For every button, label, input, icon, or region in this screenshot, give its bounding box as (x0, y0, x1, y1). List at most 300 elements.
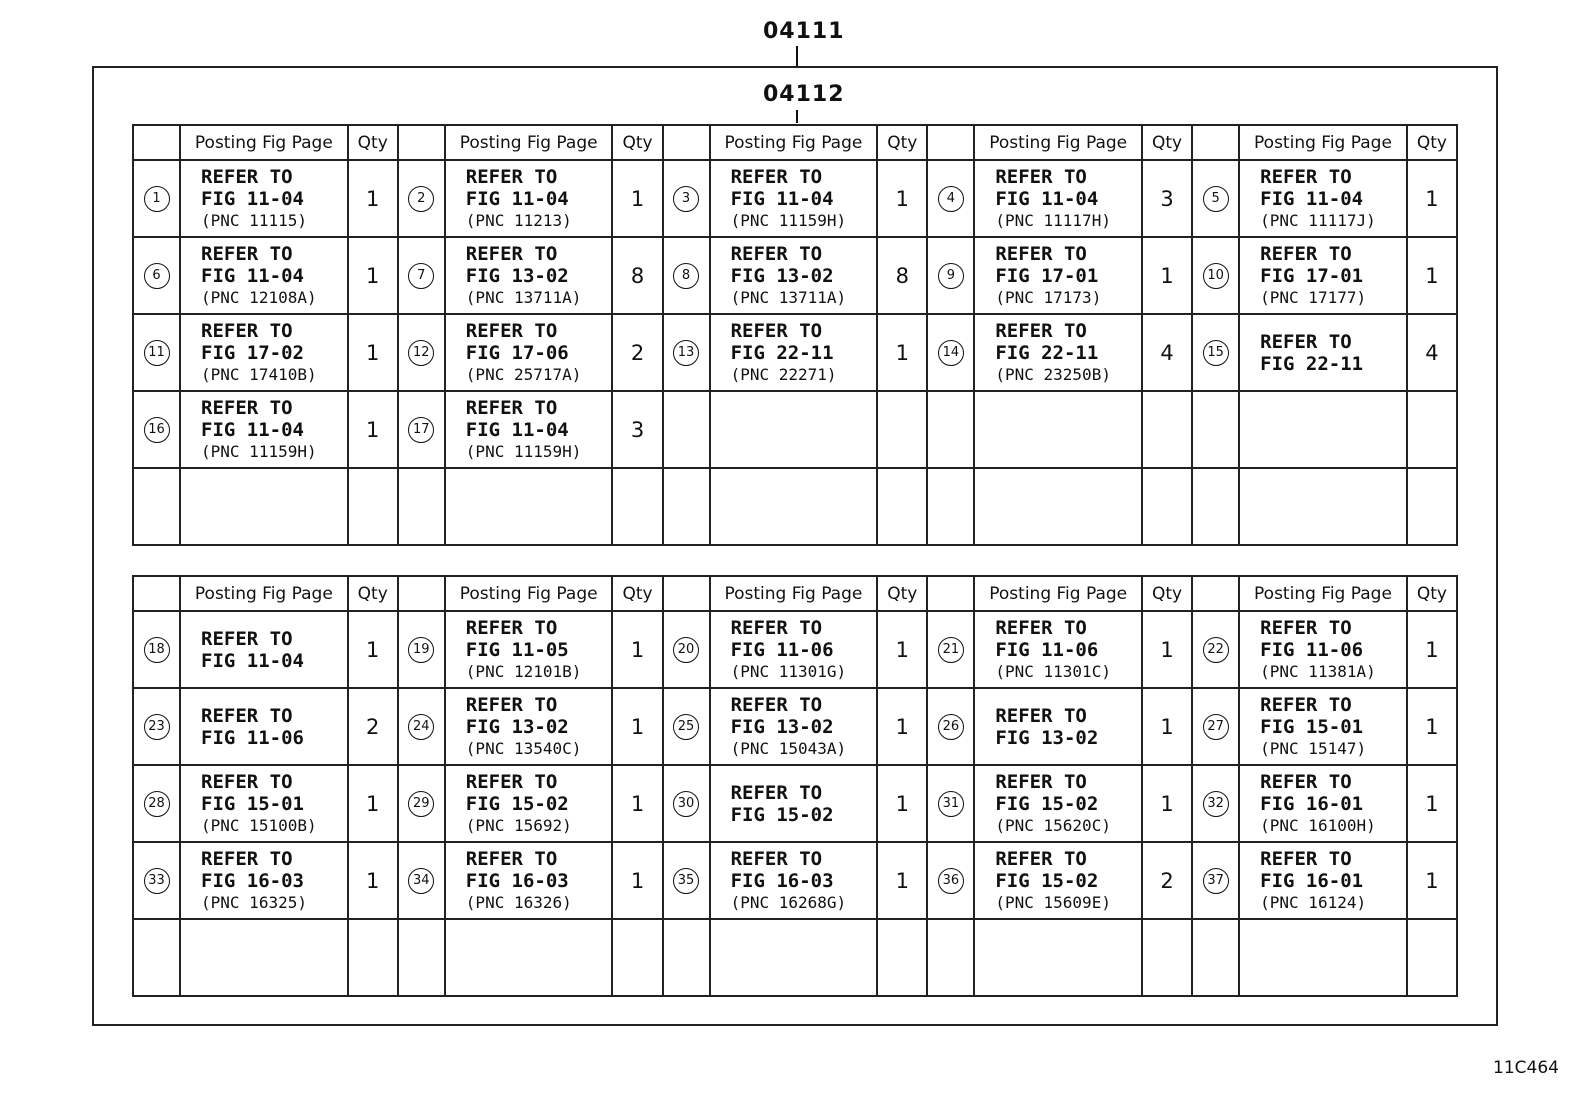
item-qty-cell: 3 (612, 391, 662, 468)
header-number-cell (1192, 576, 1239, 611)
table-row (133, 765, 1457, 842)
refer-to-text: REFER TO (995, 770, 1087, 793)
item-callout-number: 14 (938, 340, 964, 366)
fig-reference: FIG 13-02 (465, 715, 569, 738)
item-callout-number: 11 (144, 340, 170, 366)
item-description-cell (974, 611, 1142, 688)
pnc-code: (PNC 11117J) (1260, 210, 1376, 230)
item-callout-number: 10 (1203, 263, 1229, 289)
item-callout-number: 16 (144, 417, 170, 443)
pnc-code: (PNC 17177) (1260, 287, 1367, 307)
item-qty-cell (1407, 391, 1457, 468)
table-row (133, 237, 1457, 314)
item-callout-number: 3 (673, 186, 699, 212)
item-callout-number: 12 (408, 340, 434, 366)
item-description-cell (1239, 611, 1407, 688)
fig-reference: FIG 11-04 (201, 187, 304, 210)
reference-table-upper (132, 124, 1458, 546)
item-qty-cell: 1 (348, 314, 398, 391)
fig-reference: FIG 17-01 (995, 264, 1099, 287)
item-number-cell (133, 468, 180, 545)
item-qty-cell (1142, 391, 1192, 468)
table-row (133, 688, 1457, 765)
header-qty: Qty (1142, 576, 1192, 611)
item-callout-number: 13 (673, 340, 699, 366)
item-qty-cell: 1 (612, 688, 662, 765)
item-description-cell (974, 765, 1142, 842)
item-callout-number: 30 (673, 791, 699, 817)
item-description-cell (1239, 391, 1407, 468)
item-number-cell (398, 468, 445, 545)
fig-reference: FIG 22-11 (995, 341, 1099, 364)
item-number-cell (663, 160, 710, 237)
refer-to-text: REFER TO (730, 165, 823, 188)
pnc-code: (PNC 13711A) (465, 287, 582, 307)
item-qty-cell: 1 (1142, 237, 1192, 314)
refer-to-text: REFER TO (465, 242, 558, 265)
item-qty-cell: 1 (1142, 688, 1192, 765)
item-description-cell (180, 314, 348, 391)
item-callout-number: 20 (673, 637, 699, 663)
item-description-cell (710, 468, 878, 545)
pnc-code: (PNC 16326) (465, 892, 572, 912)
refer-to-text: REFER TO (201, 396, 293, 419)
pnc-code: (PNC 12108A) (201, 287, 317, 307)
item-qty-cell (348, 919, 398, 996)
header-qty: Qty (877, 125, 927, 160)
fig-reference: FIG 16-03 (730, 869, 834, 892)
item-callout-number: 27 (1203, 714, 1229, 740)
item-callout-number: 1 (144, 186, 170, 212)
item-callout-number: 7 (408, 263, 434, 289)
pnc-code: (PNC 15043A) (730, 738, 847, 758)
header-qty: Qty (877, 576, 927, 611)
item-number-cell (927, 391, 974, 468)
item-description-cell (180, 391, 348, 468)
pnc-code: (PNC 17173) (995, 287, 1102, 307)
item-callout-number: 5 (1203, 186, 1229, 212)
assembly-leader-line (796, 46, 798, 67)
header-posting-fig-page: Posting Fig Page (710, 125, 878, 160)
item-callout-number: 37 (1203, 868, 1229, 894)
item-number-cell (663, 688, 710, 765)
item-number-cell (1192, 919, 1239, 996)
table-header-row (133, 576, 1457, 611)
pnc-code: (PNC 23250B) (995, 364, 1111, 384)
pnc-code: (PNC 22271) (730, 364, 837, 384)
item-description-cell (710, 611, 878, 688)
fig-reference: FIG 16-03 (465, 869, 569, 892)
item-description-cell (710, 688, 878, 765)
table-row (133, 842, 1457, 919)
refer-to-text: REFER TO (730, 781, 823, 804)
header-number-cell (398, 125, 445, 160)
fig-reference: FIG 15-02 (465, 792, 569, 815)
item-number-cell (1192, 611, 1239, 688)
fig-reference: FIG 11-04 (201, 418, 304, 441)
item-qty-cell: 1 (348, 765, 398, 842)
item-description-cell (180, 468, 348, 545)
item-qty-cell: 3 (1142, 160, 1192, 237)
item-description-cell (445, 237, 613, 314)
fig-reference: FIG 15-02 (995, 792, 1099, 815)
item-number-cell (1192, 688, 1239, 765)
item-number-cell (398, 919, 445, 996)
header-posting-fig-page: Posting Fig Page (180, 125, 348, 160)
item-qty-cell: 1 (1142, 611, 1192, 688)
item-number-cell (927, 237, 974, 314)
fig-reference: FIG 11-04 (465, 418, 569, 441)
item-callout-number: 31 (938, 791, 964, 817)
header-posting-fig-page: Posting Fig Page (974, 125, 1142, 160)
refer-to-text: REFER TO (201, 165, 293, 188)
table-row (133, 314, 1457, 391)
item-qty-cell: 1 (877, 160, 927, 237)
refer-to-text: REFER TO (995, 847, 1087, 870)
fig-reference: FIG 17-01 (1260, 264, 1364, 287)
item-qty-cell: 1 (612, 842, 662, 919)
refer-to-text: REFER TO (730, 319, 823, 342)
item-description-cell (974, 160, 1142, 237)
reference-table-lower (132, 575, 1458, 997)
item-description-cell (1239, 842, 1407, 919)
item-number-cell (133, 160, 180, 237)
item-description-cell (1239, 688, 1407, 765)
item-number-cell (1192, 314, 1239, 391)
item-callout-number: 4 (938, 186, 964, 212)
pnc-code: (PNC 16100H) (1260, 815, 1376, 835)
refer-to-text: REFER TO (465, 319, 558, 342)
item-qty-cell: 1 (877, 611, 927, 688)
fig-reference: FIG 11-04 (201, 649, 304, 672)
item-qty-cell (877, 919, 927, 996)
item-description-cell (1239, 160, 1407, 237)
item-number-cell (133, 765, 180, 842)
pnc-code: (PNC 15100B) (201, 815, 317, 835)
item-number-cell (133, 611, 180, 688)
pnc-code: (PNC 12101B) (465, 661, 582, 681)
item-qty-cell (877, 468, 927, 545)
pnc-code: (PNC 15147) (1260, 738, 1367, 758)
illustration-code: 11C464 (1493, 1058, 1559, 1078)
item-number-cell (927, 842, 974, 919)
table-row (133, 391, 1457, 468)
refer-to-text: REFER TO (465, 165, 558, 188)
item-callout-number: 28 (144, 791, 170, 817)
fig-reference: FIG 22-11 (1260, 352, 1364, 375)
item-number-cell (398, 160, 445, 237)
item-description-cell (445, 391, 613, 468)
pnc-code: (PNC 11159H) (465, 441, 582, 461)
subassembly-label-04112: 04112 (763, 82, 845, 107)
item-description-cell (445, 919, 613, 996)
refer-to-text: REFER TO (201, 627, 293, 650)
item-description-cell (710, 919, 878, 996)
item-description-cell (180, 237, 348, 314)
item-number-cell (1192, 468, 1239, 545)
refer-to-text: REFER TO (1260, 693, 1352, 716)
item-number-cell (398, 611, 445, 688)
item-description-cell (710, 765, 878, 842)
item-qty-cell: 1 (1407, 765, 1457, 842)
header-number-cell (133, 576, 180, 611)
item-qty-cell (348, 468, 398, 545)
refer-to-text: REFER TO (1260, 242, 1352, 265)
pnc-code: (PNC 13711A) (730, 287, 847, 307)
fig-reference: FIG 11-06 (730, 638, 834, 661)
item-callout-number: 22 (1203, 637, 1229, 663)
item-callout-number: 17 (408, 417, 434, 443)
item-number-cell (663, 391, 710, 468)
item-number-cell (663, 919, 710, 996)
item-number-cell (927, 314, 974, 391)
item-number-cell (133, 842, 180, 919)
refer-to-text: REFER TO (995, 704, 1087, 727)
item-number-cell (663, 611, 710, 688)
header-number-cell (133, 125, 180, 160)
fig-reference: FIG 15-01 (1260, 715, 1364, 738)
item-number-cell (663, 765, 710, 842)
item-description-cell (974, 919, 1142, 996)
header-qty: Qty (1407, 576, 1457, 611)
fig-reference: FIG 11-04 (465, 187, 569, 210)
fig-reference: FIG 11-04 (1260, 187, 1364, 210)
item-qty-cell: 1 (348, 611, 398, 688)
item-qty-cell: 2 (1142, 842, 1192, 919)
item-qty-cell: 4 (1407, 314, 1457, 391)
fig-reference: FIG 16-01 (1260, 869, 1364, 892)
pnc-code: (PNC 25717A) (465, 364, 582, 384)
table-row (133, 468, 1457, 545)
item-description-cell (710, 160, 878, 237)
item-qty-cell: 2 (348, 688, 398, 765)
pnc-code: (PNC 15620C) (995, 815, 1111, 835)
subassembly-leader-line (796, 110, 798, 123)
fig-reference: FIG 17-06 (465, 341, 569, 364)
item-qty-cell: 1 (612, 765, 662, 842)
pnc-code: (PNC 15692) (465, 815, 572, 835)
refer-to-text: REFER TO (995, 319, 1087, 342)
item-callout-number: 15 (1203, 340, 1229, 366)
item-qty-cell: 1 (348, 160, 398, 237)
item-qty-cell: 1 (612, 611, 662, 688)
fig-reference: FIG 11-04 (995, 187, 1099, 210)
refer-to-text: REFER TO (201, 847, 293, 870)
assembly-label-04111: 04111 (763, 19, 845, 44)
item-number-cell (1192, 842, 1239, 919)
refer-to-text: REFER TO (465, 770, 558, 793)
item-number-cell (398, 391, 445, 468)
header-posting-fig-page: Posting Fig Page (445, 576, 613, 611)
item-number-cell (927, 468, 974, 545)
item-qty-cell: 1 (877, 842, 927, 919)
refer-to-text: REFER TO (465, 396, 558, 419)
item-qty-cell: 1 (1407, 842, 1457, 919)
item-number-cell (398, 842, 445, 919)
fig-reference: FIG 13-02 (995, 726, 1099, 749)
item-number-cell (927, 765, 974, 842)
item-description-cell (445, 611, 613, 688)
item-description-cell (1239, 919, 1407, 996)
item-qty-cell (1407, 919, 1457, 996)
item-qty-cell: 1 (1407, 611, 1457, 688)
pnc-code: (PNC 11213) (465, 210, 572, 230)
refer-to-text: REFER TO (1260, 847, 1352, 870)
refer-to-text: REFER TO (995, 165, 1087, 188)
item-callout-number: 8 (673, 263, 699, 289)
fig-reference: FIG 16-03 (201, 869, 304, 892)
refer-to-text: REFER TO (730, 693, 823, 716)
item-number-cell (663, 314, 710, 391)
item-qty-cell: 1 (877, 765, 927, 842)
fig-reference: FIG 22-11 (730, 341, 834, 364)
fig-reference: FIG 16-01 (1260, 792, 1364, 815)
header-qty: Qty (612, 125, 662, 160)
item-callout-number: 6 (144, 263, 170, 289)
item-callout-number: 9 (938, 263, 964, 289)
refer-to-text: REFER TO (201, 704, 293, 727)
item-callout-number: 32 (1203, 791, 1229, 817)
item-description-cell (180, 919, 348, 996)
pnc-code: (PNC 16124) (1260, 892, 1367, 912)
item-callout-number: 35 (673, 868, 699, 894)
refer-to-text: REFER TO (730, 847, 823, 870)
header-posting-fig-page: Posting Fig Page (1239, 576, 1407, 611)
fig-reference: FIG 11-04 (730, 187, 834, 210)
item-number-cell (398, 765, 445, 842)
item-callout-number: 2 (408, 186, 434, 212)
item-number-cell (133, 688, 180, 765)
item-description-cell (974, 237, 1142, 314)
pnc-code: (PNC 11159H) (730, 210, 847, 230)
item-qty-cell: 1 (1407, 688, 1457, 765)
item-description-cell (445, 765, 613, 842)
refer-to-text: REFER TO (730, 242, 823, 265)
item-description-cell (180, 611, 348, 688)
item-callout-number: 21 (938, 637, 964, 663)
header-posting-fig-page: Posting Fig Page (710, 576, 878, 611)
item-callout-number: 33 (144, 868, 170, 894)
item-description-cell (1239, 237, 1407, 314)
item-description-cell (445, 314, 613, 391)
fig-reference: FIG 15-02 (730, 803, 834, 826)
pnc-code: (PNC 11301G) (730, 661, 847, 681)
item-number-cell (927, 160, 974, 237)
item-description-cell (180, 842, 348, 919)
item-qty-cell: 1 (877, 688, 927, 765)
item-description-cell (974, 842, 1142, 919)
item-callout-number: 24 (408, 714, 434, 740)
pnc-code: (PNC 11117H) (995, 210, 1111, 230)
item-number-cell (927, 611, 974, 688)
header-qty: Qty (612, 576, 662, 611)
item-description-cell (710, 237, 878, 314)
item-description-cell (710, 842, 878, 919)
pnc-code: (PNC 11159H) (201, 441, 317, 461)
item-description-cell (445, 160, 613, 237)
item-description-cell (710, 391, 878, 468)
pnc-code: (PNC 16325) (201, 892, 307, 912)
item-description-cell (180, 160, 348, 237)
pnc-code: (PNC 17410B) (201, 364, 317, 384)
refer-to-text: REFER TO (1260, 770, 1352, 793)
item-description-cell (180, 765, 348, 842)
refer-to-text: REFER TO (995, 616, 1087, 639)
refer-to-text: REFER TO (730, 616, 823, 639)
header-posting-fig-page: Posting Fig Page (1239, 125, 1407, 160)
fig-reference: FIG 13-02 (730, 264, 834, 287)
table-row (133, 611, 1457, 688)
refer-to-text: REFER TO (1260, 330, 1352, 353)
item-callout-number: 36 (938, 868, 964, 894)
item-description-cell (180, 688, 348, 765)
item-qty-cell: 8 (612, 237, 662, 314)
table-row (133, 919, 1457, 996)
item-callout-number: 26 (938, 714, 964, 740)
item-qty-cell (612, 468, 662, 545)
item-description-cell (445, 688, 613, 765)
header-number-cell (663, 125, 710, 160)
item-callout-number: 25 (673, 714, 699, 740)
item-qty-cell: 1 (348, 391, 398, 468)
item-qty-cell: 4 (1142, 314, 1192, 391)
item-description-cell (1239, 765, 1407, 842)
item-number-cell (1192, 765, 1239, 842)
item-number-cell (927, 919, 974, 996)
item-number-cell (133, 314, 180, 391)
refer-to-text: REFER TO (1260, 165, 1352, 188)
pnc-code: (PNC 11381A) (1260, 661, 1376, 681)
item-description-cell (1239, 468, 1407, 545)
fig-reference: FIG 11-06 (1260, 638, 1364, 661)
pnc-code: (PNC 15609E) (995, 892, 1111, 912)
header-number-cell (1192, 125, 1239, 160)
item-number-cell (1192, 237, 1239, 314)
header-number-cell (663, 576, 710, 611)
item-description-cell (445, 842, 613, 919)
fig-reference: FIG 11-05 (465, 638, 569, 661)
header-number-cell (927, 125, 974, 160)
refer-to-text: REFER TO (201, 319, 293, 342)
item-callout-number: 23 (144, 714, 170, 740)
refer-to-text: REFER TO (465, 847, 558, 870)
refer-to-text: REFER TO (465, 616, 558, 639)
item-qty-cell: 1 (348, 842, 398, 919)
header-number-cell (398, 576, 445, 611)
item-callout-number: 18 (144, 637, 170, 663)
header-qty: Qty (348, 125, 398, 160)
item-qty-cell (1407, 468, 1457, 545)
item-number-cell (398, 688, 445, 765)
pnc-code: (PNC 11115) (201, 210, 307, 230)
fig-reference: FIG 11-06 (201, 726, 304, 749)
item-number-cell (663, 468, 710, 545)
item-description-cell (974, 688, 1142, 765)
item-number-cell (398, 314, 445, 391)
item-qty-cell: 1 (1407, 237, 1457, 314)
item-qty-cell: 1 (1407, 160, 1457, 237)
item-qty-cell: 1 (1142, 765, 1192, 842)
item-number-cell (1192, 160, 1239, 237)
item-number-cell (133, 919, 180, 996)
item-description-cell (710, 314, 878, 391)
item-number-cell (927, 688, 974, 765)
pnc-code: (PNC 11301C) (995, 661, 1111, 681)
fig-reference: FIG 15-01 (201, 792, 304, 815)
item-qty-cell: 1 (877, 314, 927, 391)
fig-reference: FIG 11-06 (995, 638, 1099, 661)
item-qty-cell: 2 (612, 314, 662, 391)
